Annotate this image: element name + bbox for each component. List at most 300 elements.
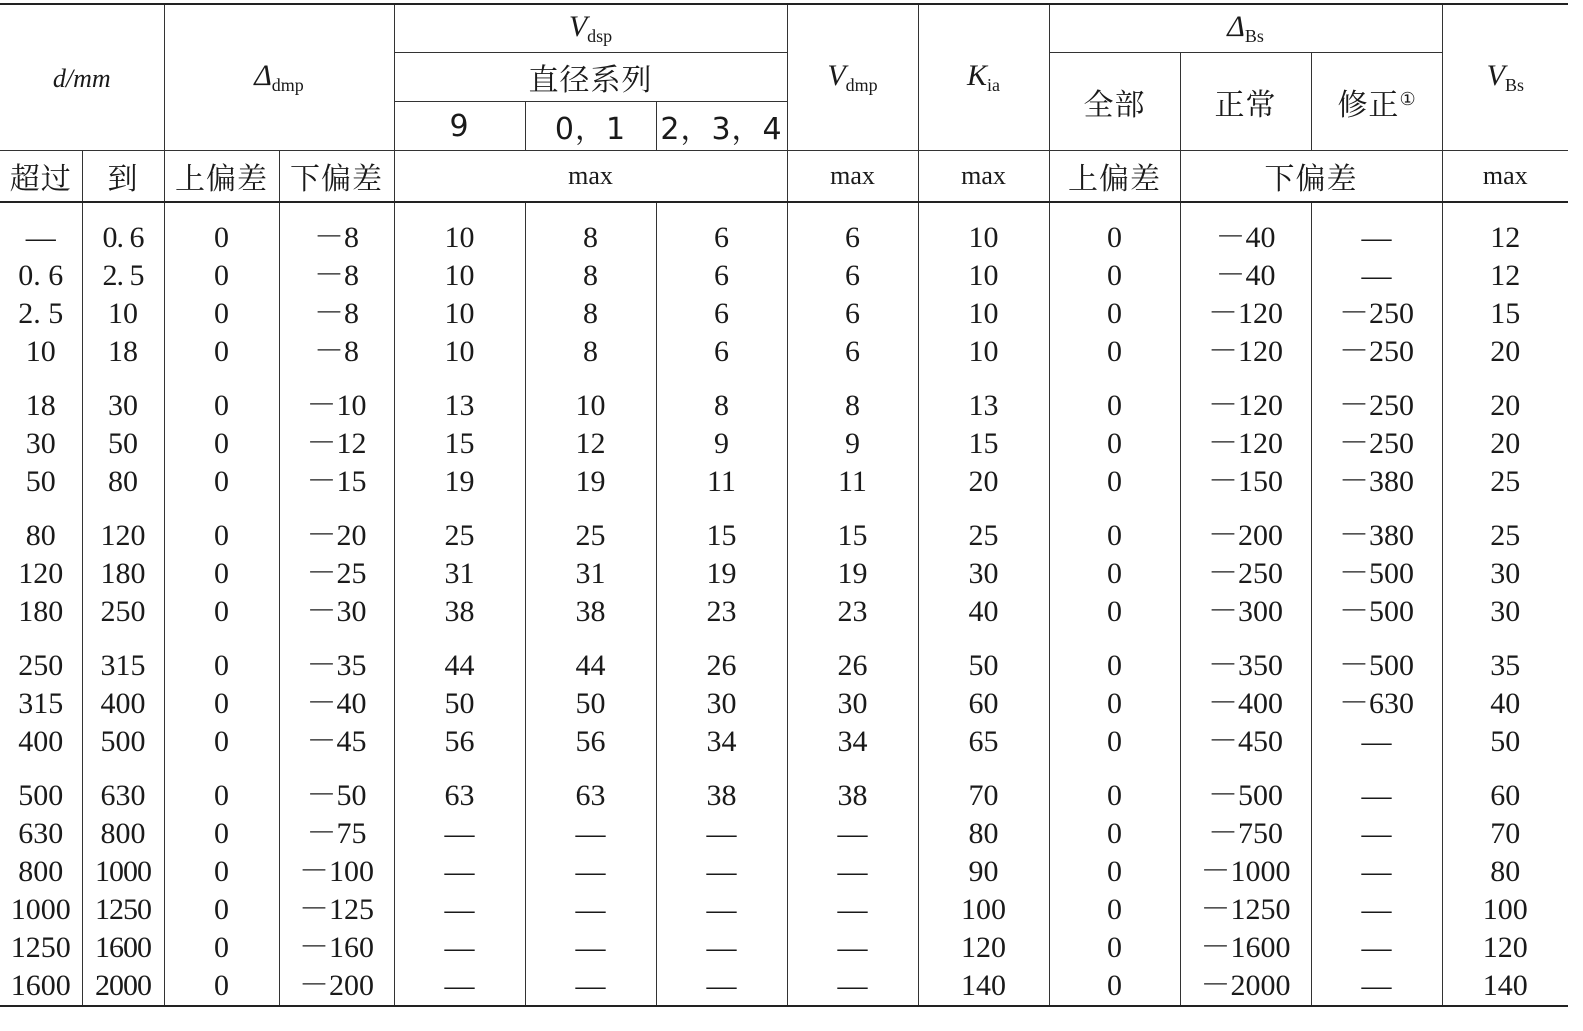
cell-over: 250	[0, 647, 82, 685]
cell-kia: 65	[918, 723, 1049, 761]
cell-delta-dmp-upper: 0	[164, 647, 279, 685]
header-lower-dev-bs: 下偏差	[1180, 151, 1442, 203]
cell-delta-bs-normal: －200	[1180, 517, 1311, 555]
header-series-9: 9	[394, 102, 525, 151]
delta-bs-subscript: Bs	[1244, 26, 1264, 46]
cell-delta-bs-modified: —	[1311, 967, 1442, 1006]
cell-vbs: 30	[1442, 593, 1568, 631]
cell-vdsp-234: 9	[656, 425, 787, 463]
cell-vdsp-234: 6	[656, 333, 787, 371]
cell-vdsp-234: 19	[656, 555, 787, 593]
spacer-cell	[787, 631, 918, 647]
cell-vbs: 140	[1442, 967, 1568, 1006]
spacer-cell	[279, 631, 394, 647]
cell-delta-dmp-upper: 0	[164, 967, 279, 1006]
cell-delta-bs-upper: 0	[1049, 425, 1180, 463]
cell-to: 120	[82, 517, 164, 555]
cell-over: 800	[0, 853, 82, 891]
cell-kia: 40	[918, 593, 1049, 631]
cell-vdsp-9: 25	[394, 517, 525, 555]
cell-over: 120	[0, 555, 82, 593]
cell-to: 500	[82, 723, 164, 761]
cell-to: 315	[82, 647, 164, 685]
cell-delta-bs-modified: －500	[1311, 647, 1442, 685]
cell-kia: 25	[918, 517, 1049, 555]
cell-delta-dmp-upper: 0	[164, 891, 279, 929]
cell-vdsp-01: 31	[525, 555, 656, 593]
spacer-row	[0, 202, 1568, 219]
spacer-cell	[1311, 371, 1442, 387]
cell-vdsp-9: 10	[394, 257, 525, 295]
cell-delta-bs-normal: －150	[1180, 463, 1311, 501]
spacer-cell	[279, 371, 394, 387]
cell-delta-dmp-lower: －8	[279, 257, 394, 295]
cell-delta-dmp-lower: －15	[279, 463, 394, 501]
cell-vdsp-234: —	[656, 815, 787, 853]
cell-vdsp-9: 13	[394, 387, 525, 425]
cell-delta-bs-upper: 0	[1049, 387, 1180, 425]
spacer-cell	[1049, 371, 1180, 387]
header-d-mm-label: d/mm	[52, 63, 111, 93]
vdsp-subscript: dsp	[587, 26, 613, 46]
header-to: 到	[82, 151, 164, 203]
cell-vdsp-01: 50	[525, 685, 656, 723]
table-row	[0, 387, 1568, 425]
cell-delta-bs-modified: —	[1311, 853, 1442, 891]
cell-vdsp-9: —	[394, 891, 525, 929]
spacer-cell	[1180, 631, 1311, 647]
spacer-cell	[1442, 501, 1568, 517]
cell-kia: 13	[918, 387, 1049, 425]
cell-over: 630	[0, 815, 82, 853]
cell-over: 18	[0, 387, 82, 425]
cell-vdsp-9: 50	[394, 685, 525, 723]
cell-vdsp-234: 34	[656, 723, 787, 761]
cell-delta-bs-normal: －120	[1180, 425, 1311, 463]
spacer-cell	[82, 761, 164, 777]
spacer-cell	[394, 501, 525, 517]
cell-delta-dmp-upper: 0	[164, 555, 279, 593]
cell-delta-bs-upper: 0	[1049, 967, 1180, 1006]
cell-vdsp-01: 8	[525, 219, 656, 257]
vdsp-symbol: V	[568, 10, 588, 43]
spacer-cell	[525, 202, 656, 219]
cell-vdsp-01: 10	[525, 387, 656, 425]
cell-vdsp-01: 8	[525, 295, 656, 333]
cell-vdsp-01: 38	[525, 593, 656, 631]
table-row	[0, 517, 1568, 555]
cell-vdsp-01: 12	[525, 425, 656, 463]
cell-over: 10	[0, 333, 82, 371]
header-over: 超过	[0, 151, 82, 203]
cell-vdmp: 9	[787, 425, 918, 463]
cell-vdsp-9: 15	[394, 425, 525, 463]
spacer-cell	[82, 371, 164, 387]
cell-over: 50	[0, 463, 82, 501]
table-row	[0, 425, 1568, 463]
spacer-cell	[1049, 501, 1180, 517]
cell-over: 315	[0, 685, 82, 723]
cell-vbs: 20	[1442, 425, 1568, 463]
header-vdmp	[787, 4, 918, 151]
spacer-cell	[279, 202, 394, 219]
cell-delta-bs-modified: －500	[1311, 593, 1442, 631]
cell-delta-bs-upper: 0	[1049, 555, 1180, 593]
spacer-cell	[1049, 631, 1180, 647]
cell-delta-bs-normal: －120	[1180, 295, 1311, 333]
table-row	[0, 777, 1568, 815]
cell-vdmp: 8	[787, 387, 918, 425]
cell-kia: 15	[918, 425, 1049, 463]
spacer-cell	[82, 631, 164, 647]
cell-vdsp-01: 25	[525, 517, 656, 555]
spacer-cell	[656, 761, 787, 777]
cell-delta-dmp-upper: 0	[164, 593, 279, 631]
table-header	[0, 4, 1568, 202]
table-row	[0, 815, 1568, 853]
table-row	[0, 593, 1568, 631]
cell-delta-dmp-upper: 0	[164, 387, 279, 425]
cell-delta-bs-normal: －1250	[1180, 891, 1311, 929]
header-series-234: 2，3，4	[656, 102, 787, 151]
cell-vdsp-01: —	[525, 853, 656, 891]
cell-delta-dmp-upper: 0	[164, 463, 279, 501]
header-upper-dev-bs: 上偏差	[1049, 151, 1180, 203]
cell-delta-bs-normal: －400	[1180, 685, 1311, 723]
cell-delta-dmp-upper: 0	[164, 295, 279, 333]
cell-vdsp-9: —	[394, 815, 525, 853]
cell-delta-bs-upper: 0	[1049, 685, 1180, 723]
cell-vdsp-234: 6	[656, 257, 787, 295]
cell-delta-dmp-lower: －160	[279, 929, 394, 967]
cell-delta-bs-modified: —	[1311, 257, 1442, 295]
cell-delta-bs-upper: 0	[1049, 891, 1180, 929]
cell-vdmp: —	[787, 853, 918, 891]
spacer-cell	[918, 501, 1049, 517]
cell-delta-dmp-lower: －8	[279, 333, 394, 371]
header-normal: 正常	[1180, 53, 1311, 151]
spacer-cell	[918, 371, 1049, 387]
spacer-row	[0, 631, 1568, 647]
cell-vdsp-9: 10	[394, 333, 525, 371]
spacer-cell	[1180, 202, 1311, 219]
cell-to: 0. 6	[82, 219, 164, 257]
spacer-cell	[1442, 761, 1568, 777]
cell-vdsp-9: 31	[394, 555, 525, 593]
cell-to: 800	[82, 815, 164, 853]
cell-delta-bs-upper: 0	[1049, 929, 1180, 967]
cell-to: 10	[82, 295, 164, 333]
vbs-subscript: Bs	[1504, 75, 1524, 95]
cell-delta-bs-upper: 0	[1049, 463, 1180, 501]
cell-delta-dmp-upper: 0	[164, 425, 279, 463]
header-series-01: 0，1	[525, 102, 656, 151]
cell-delta-dmp-lower: －200	[279, 967, 394, 1006]
cell-vdsp-9: 38	[394, 593, 525, 631]
table-body	[0, 202, 1568, 1006]
cell-delta-bs-upper: 0	[1049, 333, 1180, 371]
cell-kia: 60	[918, 685, 1049, 723]
cell-delta-dmp-upper: 0	[164, 723, 279, 761]
table-row	[0, 647, 1568, 685]
cell-over: 1000	[0, 891, 82, 929]
header-modified-note: ①	[1399, 88, 1416, 109]
cell-to: 1600	[82, 929, 164, 967]
cell-delta-bs-upper: 0	[1049, 219, 1180, 257]
header-vbs	[1442, 4, 1568, 151]
cell-vdsp-234: 26	[656, 647, 787, 685]
cell-delta-dmp-lower: －35	[279, 647, 394, 685]
spacer-cell	[164, 761, 279, 777]
spacer-cell	[394, 371, 525, 387]
spacer-cell	[525, 501, 656, 517]
spacer-cell	[787, 371, 918, 387]
spacer-cell	[82, 202, 164, 219]
cell-kia: 10	[918, 257, 1049, 295]
cell-to: 50	[82, 425, 164, 463]
header-kia-max: max	[918, 151, 1049, 203]
cell-delta-bs-modified: —	[1311, 723, 1442, 761]
spacer-cell	[1049, 761, 1180, 777]
header-vbs-max: max	[1442, 151, 1568, 203]
cell-delta-bs-normal: －350	[1180, 647, 1311, 685]
cell-vdsp-234: 6	[656, 219, 787, 257]
cell-delta-dmp-lower: －8	[279, 219, 394, 257]
cell-vdmp: 26	[787, 647, 918, 685]
cell-vdsp-234: 30	[656, 685, 787, 723]
spacer-cell	[394, 631, 525, 647]
cell-vdmp: —	[787, 929, 918, 967]
cell-kia: 30	[918, 555, 1049, 593]
cell-vbs: 12	[1442, 257, 1568, 295]
cell-vdsp-01: 56	[525, 723, 656, 761]
cell-to: 80	[82, 463, 164, 501]
spacer-row	[0, 371, 1568, 387]
cell-delta-bs-upper: 0	[1049, 257, 1180, 295]
cell-over: —	[0, 219, 82, 257]
spacer-cell	[164, 202, 279, 219]
cell-vdmp: 38	[787, 777, 918, 815]
cell-vdsp-234: —	[656, 929, 787, 967]
cell-to: 2. 5	[82, 257, 164, 295]
cell-vdmp: —	[787, 891, 918, 929]
cell-vdsp-234: 15	[656, 517, 787, 555]
spacer-cell	[787, 501, 918, 517]
cell-delta-dmp-lower: －40	[279, 685, 394, 723]
spacer-cell	[164, 501, 279, 517]
cell-delta-bs-normal: －450	[1180, 723, 1311, 761]
cell-vbs: 50	[1442, 723, 1568, 761]
spacer-row	[0, 501, 1568, 517]
cell-delta-dmp-lower: －30	[279, 593, 394, 631]
cell-vbs: 70	[1442, 815, 1568, 853]
cell-vdmp: 6	[787, 295, 918, 333]
cell-vdsp-01: 19	[525, 463, 656, 501]
cell-vdmp: 6	[787, 333, 918, 371]
cell-to: 18	[82, 333, 164, 371]
spacer-cell	[656, 371, 787, 387]
table-row	[0, 333, 1568, 371]
cell-over: 0. 6	[0, 257, 82, 295]
cell-vdmp: —	[787, 967, 918, 1006]
spacer-cell	[1311, 202, 1442, 219]
cell-kia: 20	[918, 463, 1049, 501]
table-row	[0, 723, 1568, 761]
spacer-cell	[0, 501, 82, 517]
table-row	[0, 295, 1568, 333]
cell-delta-dmp-upper: 0	[164, 929, 279, 967]
vbs-symbol: V	[1486, 59, 1505, 92]
cell-vdsp-9: 10	[394, 219, 525, 257]
cell-to: 180	[82, 555, 164, 593]
spacer-cell	[279, 501, 394, 517]
header-d-mm	[0, 4, 164, 151]
cell-over: 500	[0, 777, 82, 815]
cell-vdmp: 11	[787, 463, 918, 501]
cell-vbs: 40	[1442, 685, 1568, 723]
cell-vdsp-9: 10	[394, 295, 525, 333]
cell-over: 80	[0, 517, 82, 555]
cell-delta-bs-modified: —	[1311, 815, 1442, 853]
header-kia	[918, 4, 1049, 151]
header-vdsp	[394, 4, 787, 53]
spacer-cell	[164, 631, 279, 647]
cell-delta-dmp-lower: －45	[279, 723, 394, 761]
cell-vdsp-234: 38	[656, 777, 787, 815]
cell-delta-dmp-lower: －75	[279, 815, 394, 853]
cell-vbs: 15	[1442, 295, 1568, 333]
cell-vdmp: 6	[787, 219, 918, 257]
spacer-cell	[0, 371, 82, 387]
cell-vbs: 20	[1442, 333, 1568, 371]
header-modified	[1311, 53, 1442, 151]
cell-to: 2000	[82, 967, 164, 1006]
cell-vdsp-01: —	[525, 815, 656, 853]
cell-delta-bs-modified: —	[1311, 929, 1442, 967]
cell-delta-dmp-lower: －25	[279, 555, 394, 593]
cell-vdsp-01: 44	[525, 647, 656, 685]
cell-delta-bs-modified: －250	[1311, 295, 1442, 333]
cell-delta-bs-normal: －40	[1180, 257, 1311, 295]
cell-vdsp-9: 44	[394, 647, 525, 685]
cell-vdsp-234: 11	[656, 463, 787, 501]
cell-delta-dmp-lower: －20	[279, 517, 394, 555]
cell-delta-dmp-lower: －12	[279, 425, 394, 463]
spacer-cell	[0, 202, 82, 219]
spacer-cell	[0, 631, 82, 647]
cell-vbs: 60	[1442, 777, 1568, 815]
cell-delta-bs-upper: 0	[1049, 647, 1180, 685]
cell-vbs: 25	[1442, 463, 1568, 501]
cell-vbs: 30	[1442, 555, 1568, 593]
cell-vdmp: —	[787, 815, 918, 853]
cell-delta-bs-normal: －1000	[1180, 853, 1311, 891]
cell-kia: 120	[918, 929, 1049, 967]
header-lower-dev: 下偏差	[279, 151, 394, 203]
spacer-cell	[394, 202, 525, 219]
cell-vdsp-234: —	[656, 853, 787, 891]
cell-to: 400	[82, 685, 164, 723]
spacer-cell	[918, 761, 1049, 777]
table-row	[0, 257, 1568, 295]
spacer-row	[0, 761, 1568, 777]
cell-vdmp: 30	[787, 685, 918, 723]
spacer-cell	[787, 202, 918, 219]
spacer-cell	[1311, 631, 1442, 647]
spacer-cell	[1049, 202, 1180, 219]
cell-delta-dmp-upper: 0	[164, 685, 279, 723]
cell-delta-bs-normal: －40	[1180, 219, 1311, 257]
cell-vdsp-9: 56	[394, 723, 525, 761]
cell-vdsp-9: —	[394, 929, 525, 967]
spacer-cell	[918, 202, 1049, 219]
spacer-cell	[1442, 202, 1568, 219]
spacer-cell	[394, 761, 525, 777]
cell-vdmp: 6	[787, 257, 918, 295]
cell-delta-dmp-lower: －100	[279, 853, 394, 891]
table-row	[0, 891, 1568, 929]
delta-dmp-subscript: dmp	[271, 75, 304, 95]
spacer-cell	[656, 202, 787, 219]
cell-over: 1250	[0, 929, 82, 967]
cell-delta-bs-normal: －500	[1180, 777, 1311, 815]
cell-vdmp: 34	[787, 723, 918, 761]
kia-subscript: ia	[987, 75, 1000, 95]
cell-over: 1600	[0, 967, 82, 1006]
cell-kia: 10	[918, 295, 1049, 333]
cell-vbs: 120	[1442, 929, 1568, 967]
spacer-cell	[656, 631, 787, 647]
kia-symbol: K	[966, 59, 987, 92]
cell-vbs: 20	[1442, 387, 1568, 425]
cell-vdsp-01: —	[525, 967, 656, 1006]
cell-vdsp-9: 63	[394, 777, 525, 815]
cell-delta-dmp-lower: －125	[279, 891, 394, 929]
header-all: 全部	[1049, 53, 1180, 151]
header-upper-dev: 上偏差	[164, 151, 279, 203]
cell-delta-bs-modified: —	[1311, 891, 1442, 929]
cell-delta-bs-modified: －500	[1311, 555, 1442, 593]
cell-delta-bs-modified: －250	[1311, 387, 1442, 425]
cell-delta-bs-modified: －250	[1311, 425, 1442, 463]
cell-delta-bs-normal: －750	[1180, 815, 1311, 853]
cell-delta-bs-upper: 0	[1049, 853, 1180, 891]
cell-vbs: 25	[1442, 517, 1568, 555]
cell-vdmp: 23	[787, 593, 918, 631]
cell-delta-bs-upper: 0	[1049, 777, 1180, 815]
header-modified-label: 修正	[1337, 87, 1400, 123]
cell-kia: 50	[918, 647, 1049, 685]
cell-kia: 70	[918, 777, 1049, 815]
cell-over: 2. 5	[0, 295, 82, 333]
cell-vdsp-234: 6	[656, 295, 787, 333]
cell-vdsp-234: 8	[656, 387, 787, 425]
table-row	[0, 929, 1568, 967]
header-diameter-series: 直径系列	[394, 53, 787, 102]
cell-delta-bs-normal: －1600	[1180, 929, 1311, 967]
vdmp-subscript: dmp	[845, 75, 878, 95]
cell-delta-dmp-upper: 0	[164, 777, 279, 815]
cell-vdsp-01: —	[525, 891, 656, 929]
cell-vdsp-9: —	[394, 853, 525, 891]
table-row	[0, 853, 1568, 891]
cell-over: 400	[0, 723, 82, 761]
cell-vbs: 12	[1442, 219, 1568, 257]
spacer-cell	[1180, 371, 1311, 387]
cell-delta-bs-modified: －250	[1311, 333, 1442, 371]
cell-delta-bs-normal: －2000	[1180, 967, 1311, 1006]
cell-delta-dmp-lower: －10	[279, 387, 394, 425]
